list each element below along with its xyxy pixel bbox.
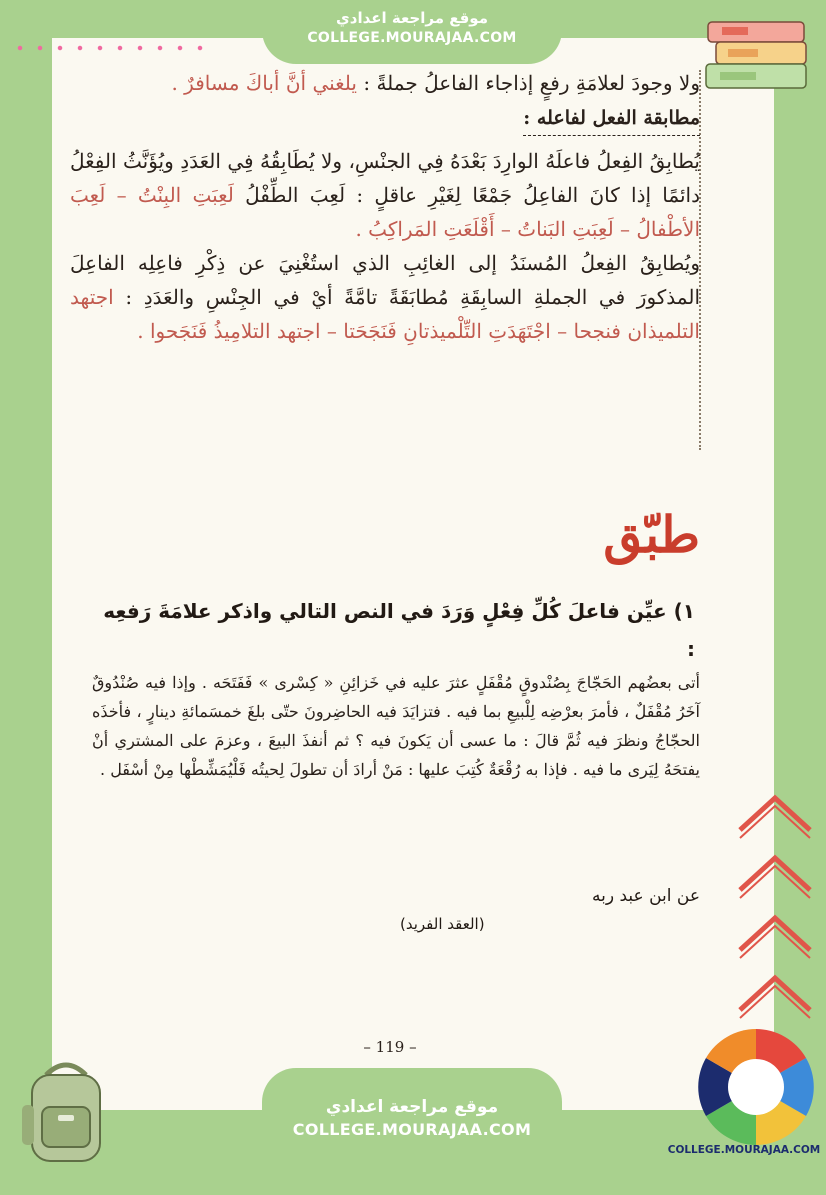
bottom-banner-arabic: موقع مراجعة اعدادي	[325, 1097, 499, 1117]
lesson-paragraph-2-text: ويُطابِقُ الفِعلُ المُسنَدُ إلى الغائِبِ الذي استُغْنِيَ عن ذِكْرِ فاعِلِه الفاعِلَ المذكورَ في الجملةِ السابِقَةِ مُطابَقَةً تامَّةً أيْ في الجِنْسِ والعَدَدِ :	[70, 251, 701, 309]
lesson-paragraph-1	[70, 144, 700, 246]
lesson-paragraph-1-examples: لَعِبَتِ البِنْتُ – لَعِبَ الأطْفالُ – لَعِبَتِ البَناتُ – أَقْلَعَتِ المَراكِبُ .	[70, 183, 700, 241]
decorative-dots	[10, 44, 210, 52]
logo-domain[interactable]: COLLEGE.MOURAJAA.COM	[667, 1144, 821, 1156]
top-banner[interactable]	[262, 0, 562, 64]
source-author: عن ابن عبد ربه	[592, 886, 700, 906]
top-banner-arabic: موقع مراجعة اعدادي	[336, 9, 488, 27]
page-number: – 119 –	[363, 1038, 417, 1056]
lesson-line-1-example: يلغني أنَّ أباكَ مسافرٌ .	[171, 71, 357, 95]
backpack-icon	[18, 1055, 114, 1167]
lesson-line-1-text: ولا وجودَ لعلامَةِ رفعٍ إذاجاء الفاعلُ جملةً :	[363, 71, 700, 95]
bottom-banner[interactable]	[262, 1068, 562, 1195]
exercise-question: ١) عيِّن فاعلَ كُلِّ فِعْلٍ وَرَدَ في النص التالي واذكر علامَةَ رَفعِه :	[103, 599, 695, 661]
passage-source	[400, 882, 700, 938]
school-subjects-logo-icon	[694, 1025, 818, 1149]
exercise-passage: أتى بعضُهم الحَجّاجَ بِصُنْدوقٍ مُقْفَلٍ عثرَ عليه في خَزائِنِ « كِسْرى » فَفَتَحَه . وإذا فيه صُنْدُوقٌ آخَرُ مُقْفَلٌ ، فأمرَ بعرْضِه لِلْبيعِ بما فيه . فتزايَدَ فيه الحاضِرونَ حتّى بلغَ خمسَمائةِ دينارٍ ، فأخذَه الحجّاجُ ونظرَ فيه ثُمَّ قالَ : ما عسى أن يَكونَ فيه ؟ ثم أنفذَ البيعَ ، وعزمَ على المشتري أنْ يفتحَهُ لِيَرى ما فيه . فإذا به رُقْعَةٌ كُتِبَ عليها : مَنْ أرادَ أن تطولَ لِحيتُه فَلْيُمَشِّطْها مِنْ أسْفَل .	[92, 673, 700, 779]
lesson-line-1	[70, 66, 700, 100]
books-icon	[702, 14, 812, 94]
lesson-paragraph-2-examples: اجتهد التلميذان فنجحا – اجْتَهَدَتِ التِّلْميذتانِ فَنَجَحَتا – اجتهد التلامِيذُ فَنَجَحوا .	[70, 285, 700, 343]
lesson-subheading-row	[70, 100, 700, 136]
chevron-up-icon	[730, 790, 820, 1040]
bottom-banner-domain[interactable]: COLLEGE.MOURAJAA.COM	[292, 1120, 532, 1139]
lesson-paragraph-2	[70, 246, 700, 348]
lesson-subheading: مطابقة الفعل لفاعله :	[523, 101, 700, 136]
lesson-paragraph-1-text: يُطابِقُ الفِعلُ فاعلَهُ الوارِدَ بَعْدَهُ فِي الجنْسِ، ولا يُطَابِقُهُ فِي العَدَدِ ويُؤَنَّثُ الفِعْلُ دائمًا إذا كانَ الفاعِلُ جَمْعًا لِغَيْرِ عاقلٍ : لَعِبَ الطِّفْلُ	[70, 149, 700, 207]
top-banner-domain[interactable]: COLLEGE.MOURAJAA.COM	[307, 30, 517, 46]
source-book: (العقد الفريد)	[400, 915, 485, 933]
lesson-text	[70, 66, 700, 348]
practice-heading: طبّق	[603, 505, 700, 564]
